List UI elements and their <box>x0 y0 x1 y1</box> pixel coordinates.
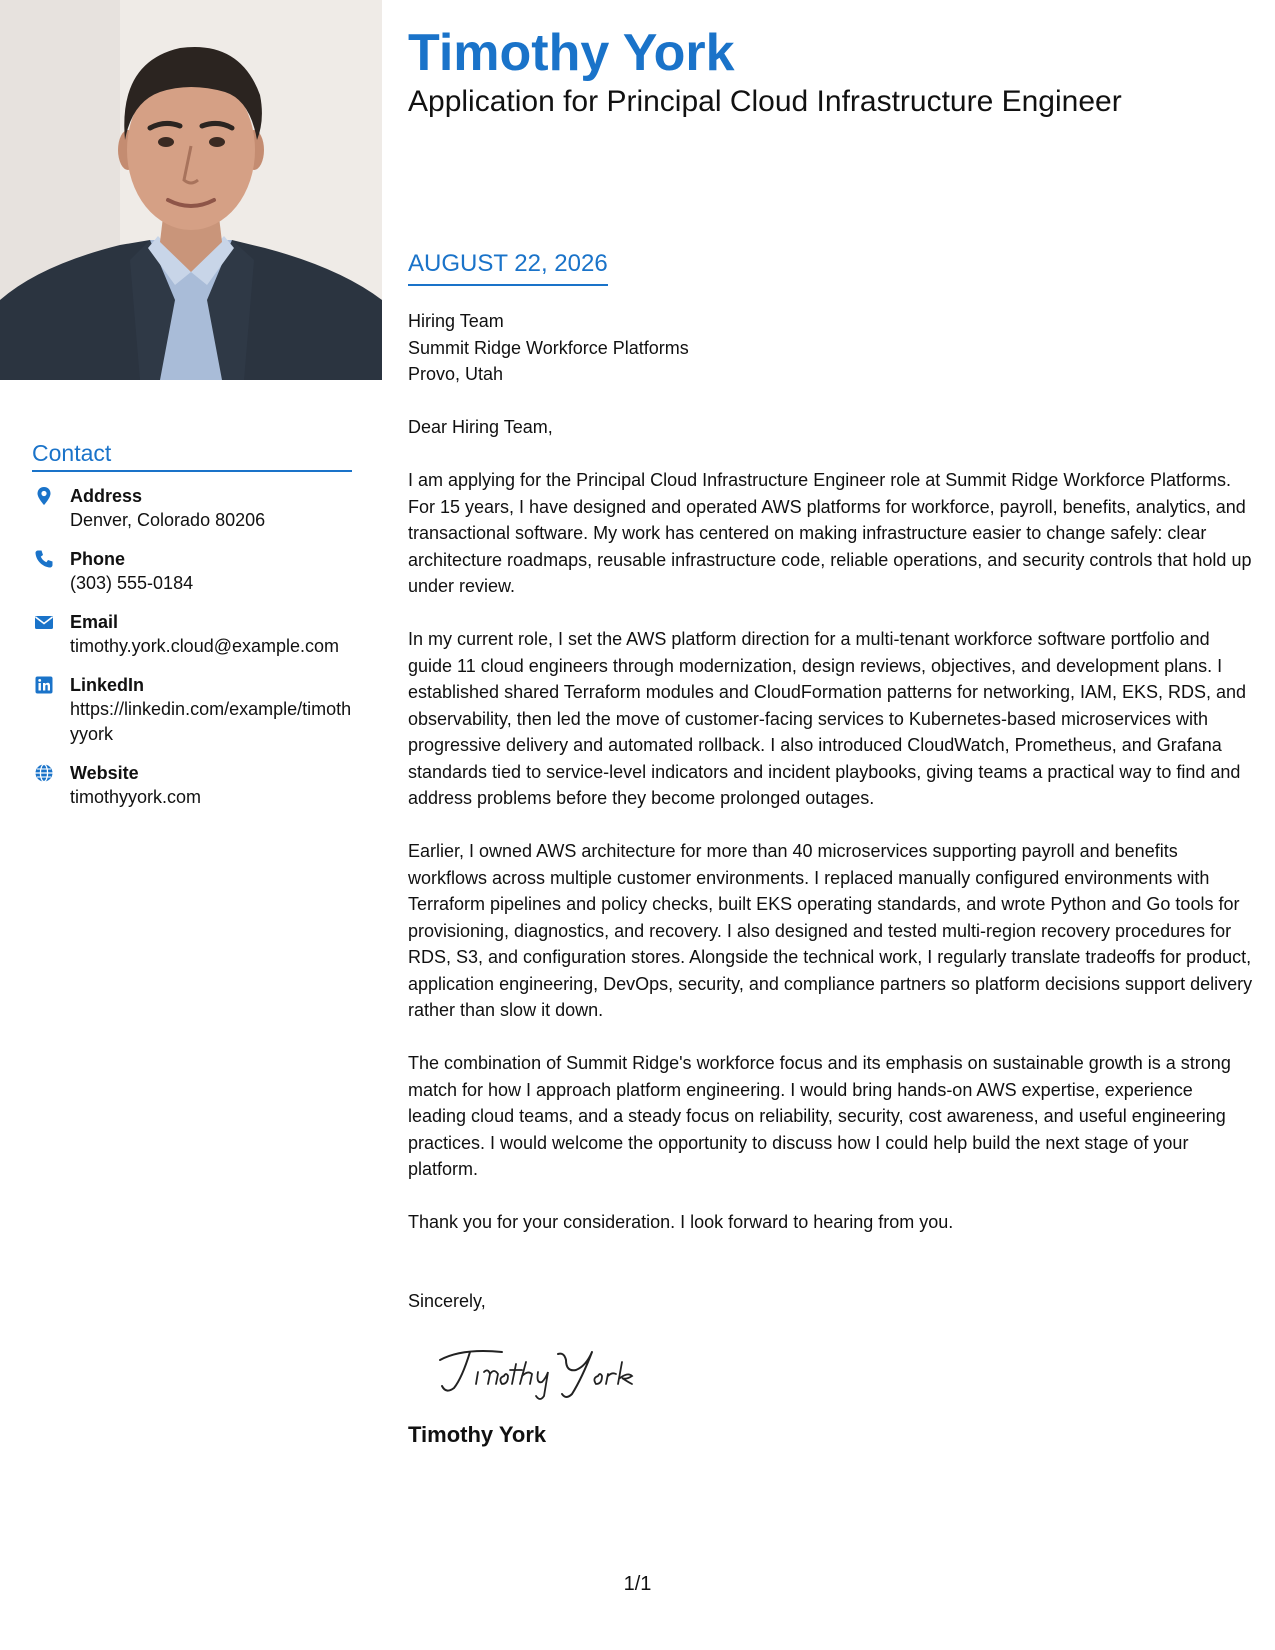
address-label: Address <box>70 486 143 506</box>
page-number: 1/1 <box>623 1573 652 1595</box>
phone-value: (303) 555-0184 <box>70 573 194 593</box>
globe-icon <box>34 763 54 783</box>
contact-item-address <box>32 484 352 533</box>
signature-image <box>432 1338 672 1408</box>
body-paragraph: The combination of Summit Ridge's workforce focus and its emphasis on sustainable growth is a strong match for how I approach platform engineering. I would bring hands-on AWS expertise, experience leading cloud teams, and a steady focus on reliability, security, cost awareness, and useful engineering practices. I would welcome the opportunity to discuss how I could help build the next stage of your platform. <box>408 1053 1231 1179</box>
recipient-block <box>408 308 1253 388</box>
address-value: Denver, Colorado 80206 <box>70 510 266 530</box>
contact-item-website <box>32 761 352 810</box>
linkedin-value[interactable]: https://linkedin.com/example/timothyyork <box>70 699 352 744</box>
closing: Sincerely, <box>408 1290 486 1311</box>
recipient-line: Provo, Utah <box>408 364 504 384</box>
contact-item-email <box>32 610 352 659</box>
body-paragraph: In my current role, I set the AWS platform direction for a multi-tenant workforce software portfolio and guide 11 cloud engineers through modernization, design reviews, objectives, and development plans. I established shared Terraform modules and CloudFormation patterns for networking, IAM, EKS, RDS, and observability, then led the move of customer-facing services to Kubernetes-based microservices with progressive delivery and automated rollback. I also introduced CloudWatch, Prometheus, and Grafana standards tied to service-level indicators and incident playbooks, giving teams a practical way to find and address problems before they become prolonged outages. <box>408 629 1247 808</box>
letter-body <box>408 308 1253 1450</box>
applicant-name: Timothy York <box>408 24 735 82</box>
recipient-line: Hiring Team <box>408 311 504 331</box>
linkedin-label: LinkedIn <box>70 675 145 695</box>
website-value[interactable]: timothyyork.com <box>70 787 202 807</box>
body-paragraph: I am applying for the Principal Cloud Infrastructure Engineer role at Summit Ridge Workforce Platforms. For 15 years, I have designed and operated AWS platforms for workforce, payroll, benefits, analytics, and transactional software. My work has centered on making infrastructure easier to change safely: clear architecture roadmaps, reusable infrastructure code, reliable operations, and security controls that hold up under review. <box>408 470 1252 596</box>
signed-name: Timothy York <box>408 1422 547 1447</box>
portrait-illustration <box>0 0 382 380</box>
sidebar <box>0 0 382 1650</box>
body-paragraph: Earlier, I owned AWS architecture for more than 40 microservices supporting payroll and benefits workflows across multiple customer environments. I replaced manually configured environments with Terraform pipelines and policy checks, built EKS operating standards, and wrote Python and Go tools for provisioning, diagnostics, and recovery. I also designed and tested multi-region recovery procedures for RDS, S3, and configuration stores. Alongside the technical work, I regularly translate tradeoffs for product, application engineering, DevOps, security, and compliance partners so platform decisions support delivery rather than slow it down. <box>408 841 1253 1020</box>
location-pin-icon <box>34 486 54 506</box>
application-title: Application for Principal Cloud Infrastructure Engineer <box>408 85 1122 118</box>
handwritten-signature <box>432 1338 1253 1408</box>
contact-heading: Contact <box>32 438 352 472</box>
website-label: Website <box>70 763 139 783</box>
phone-label: Phone <box>70 549 126 569</box>
contact-section <box>32 438 352 824</box>
letter-date: AUGUST 22, 2026 <box>408 248 608 286</box>
contact-item-linkedin <box>32 673 352 747</box>
email-value[interactable]: timothy.york.cloud@example.com <box>70 636 340 656</box>
envelope-icon <box>34 612 54 632</box>
profile-photo <box>0 0 382 380</box>
salutation: Dear Hiring Team, <box>408 417 553 437</box>
contact-item-phone <box>32 547 352 596</box>
recipient-line: Summit Ridge Workforce Platforms <box>408 337 689 358</box>
email-label: Email <box>70 612 119 632</box>
linkedin-icon <box>34 675 54 695</box>
phone-icon <box>34 549 54 569</box>
body-paragraph: Thank you for your consideration. I look forward to hearing from you. <box>408 1212 954 1232</box>
